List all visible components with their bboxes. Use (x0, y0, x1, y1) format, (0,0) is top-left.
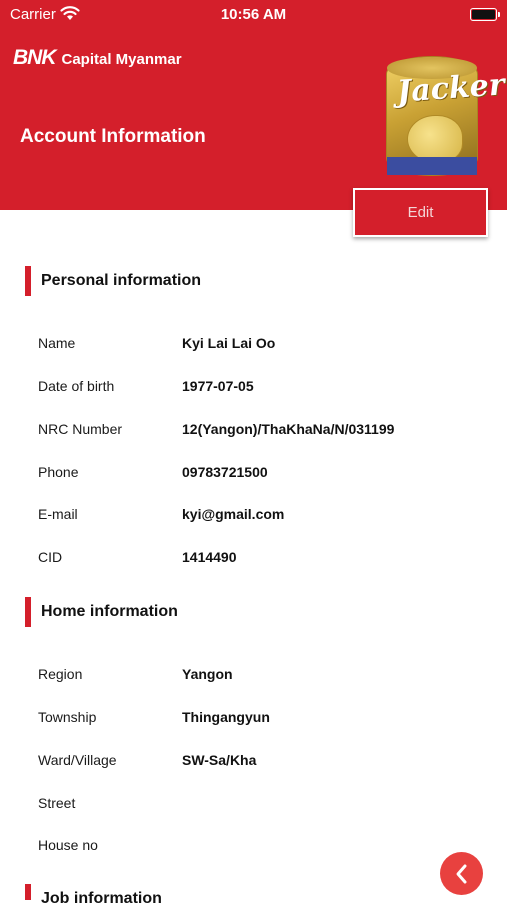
section-job-title: Job information (25, 884, 162, 900)
row-value: Thingangyun (182, 709, 270, 725)
edit-button[interactable]: Edit (353, 188, 488, 237)
row-value: Kyi Lai Lai Oo (182, 335, 276, 351)
status-time: 10:56 AM (220, 6, 287, 23)
brand-mark: BNK (13, 46, 56, 69)
header-banner (0, 0, 507, 210)
status-bar (0, 0, 507, 30)
row-value: 1977-07-05 (182, 378, 254, 394)
info-row-street (38, 791, 498, 815)
chevron-left-icon (453, 863, 471, 885)
row-label: House no (38, 837, 98, 853)
page-title: Account Information (20, 126, 206, 147)
row-value: kyi@gmail.com (182, 506, 285, 522)
section-home-title: Home information (25, 597, 178, 627)
row-label: CID (38, 549, 63, 565)
row-label: Ward/Village (38, 752, 117, 768)
info-row-name (38, 331, 498, 355)
profile-avatar[interactable] (386, 56, 506, 176)
row-value: 09783721500 (182, 464, 268, 480)
brand-logo (13, 46, 182, 70)
info-row-date-of-birth (38, 374, 498, 398)
row-label: Phone (38, 464, 79, 480)
battery-icon (470, 8, 497, 21)
info-row-township (38, 705, 498, 729)
avatar-logo-text: Jacker (395, 67, 506, 110)
info-row-email (38, 502, 498, 526)
row-value: Yangon (182, 666, 233, 682)
row-label: Region (38, 666, 83, 682)
info-row-house-no (38, 833, 498, 857)
section-personal-title: Personal information (25, 266, 201, 296)
row-label: Township (38, 709, 97, 725)
row-value: 1414490 (182, 549, 237, 565)
info-row-region (38, 662, 498, 686)
info-row-cid (38, 545, 498, 569)
brand-name: Capital Myanmar (61, 51, 182, 68)
row-label: Date of birth (38, 378, 115, 394)
info-row-nrc-number (38, 417, 498, 441)
info-row-ward-village (38, 748, 498, 772)
row-label: Name (38, 335, 76, 351)
carrier-label: Carrier (10, 6, 56, 23)
row-label: Street (38, 795, 76, 811)
row-value: 12(Yangon)/ThaKhaNa/N/031199 (182, 421, 395, 437)
back-button[interactable] (440, 852, 483, 895)
row-label: E-mail (38, 506, 78, 522)
info-row-phone (38, 460, 498, 484)
row-label: NRC Number (38, 421, 123, 437)
row-value: SW-Sa/Kha (182, 752, 257, 768)
